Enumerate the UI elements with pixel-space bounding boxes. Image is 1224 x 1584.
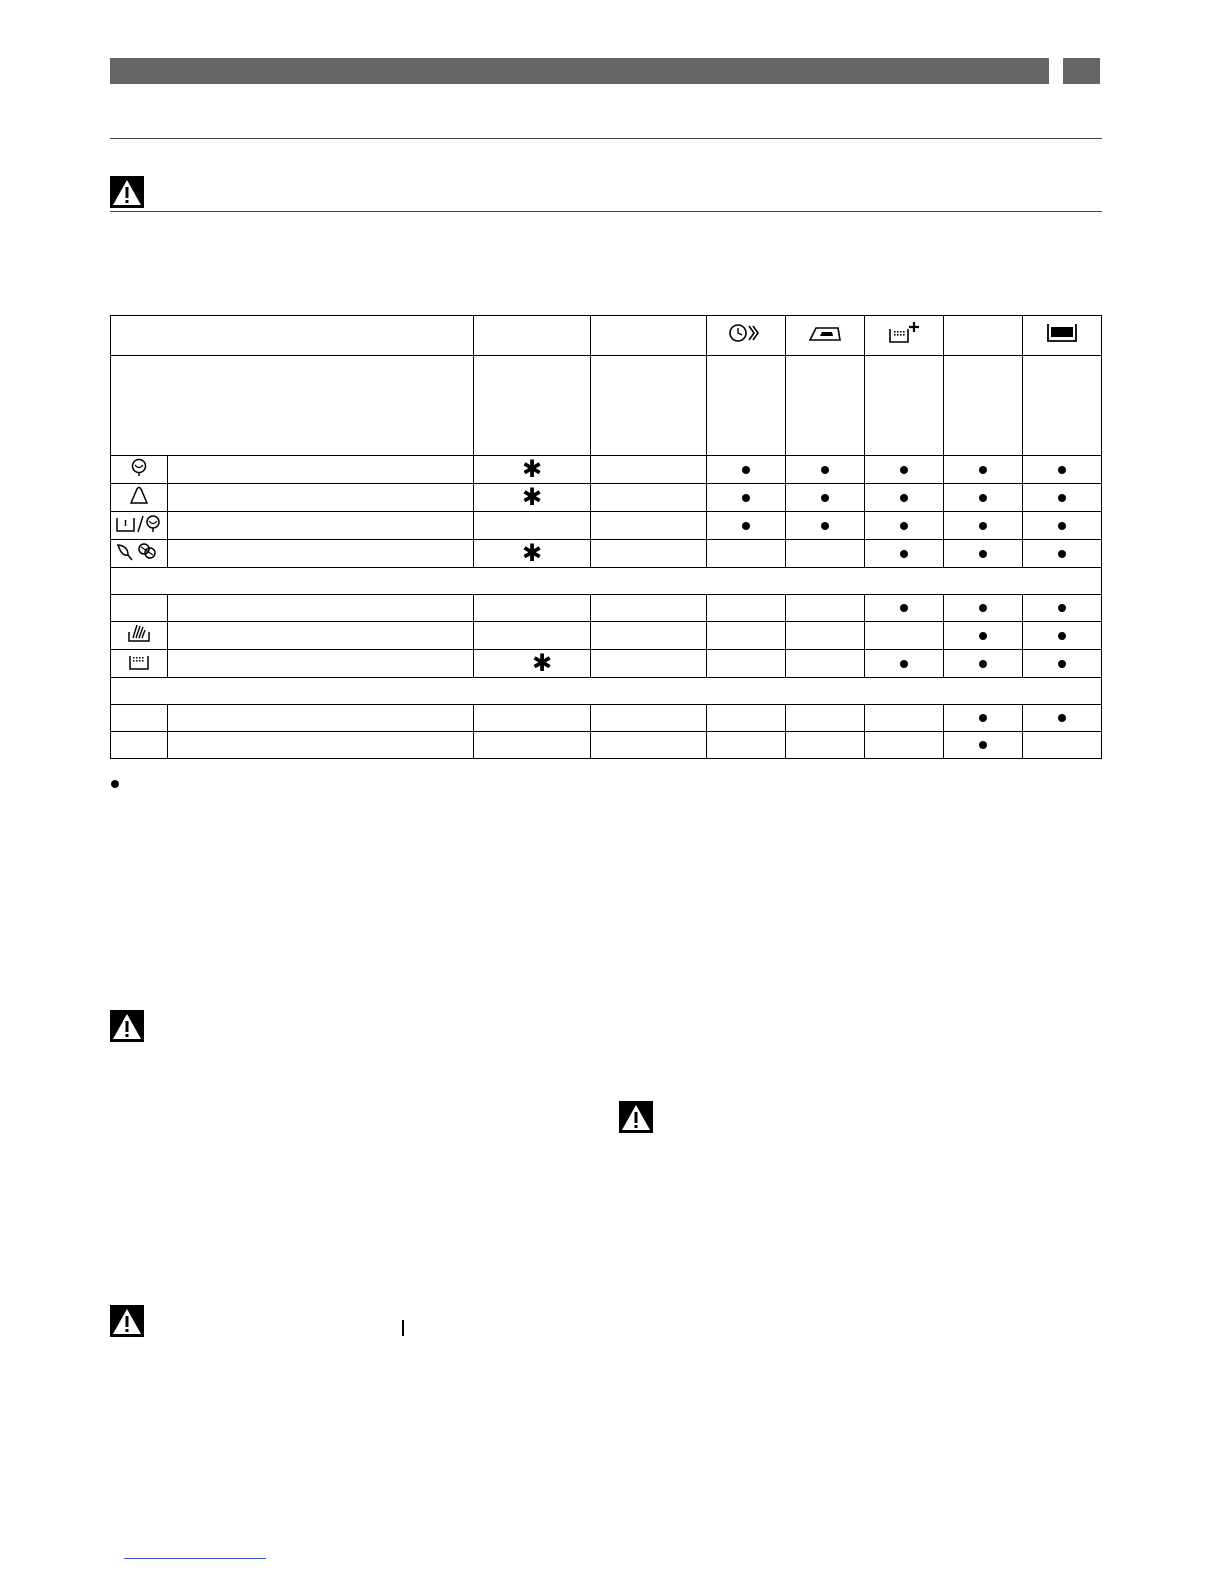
option-available-dot	[979, 632, 987, 640]
option-available-dot	[1058, 494, 1066, 502]
option-available-dot	[1058, 632, 1066, 640]
section-cell	[111, 678, 1102, 705]
program-name-cell	[168, 732, 474, 759]
program-name-cell	[168, 540, 474, 568]
option-cell	[707, 622, 786, 650]
program-icon-cell	[111, 705, 168, 732]
option-cell	[944, 540, 1023, 568]
subheader-cell	[591, 356, 707, 456]
star-mark: ✱	[531, 649, 553, 677]
option-cell	[1023, 732, 1102, 759]
subheader-cell	[1023, 356, 1102, 456]
option-cell	[786, 732, 865, 759]
temperature-cell	[474, 732, 591, 759]
option-cell	[865, 512, 944, 540]
footer-link-underline[interactable]	[124, 1558, 266, 1559]
option-cell	[786, 540, 865, 568]
option-available-dot	[900, 466, 908, 474]
option-cell	[786, 705, 865, 732]
option-available-dot	[900, 550, 908, 558]
option-cell	[865, 595, 944, 622]
synthetics-icon	[126, 493, 152, 510]
option-cell	[1023, 595, 1102, 622]
warning-triangle-icon	[619, 1101, 653, 1133]
load-cell	[591, 705, 707, 732]
option-cell	[1023, 622, 1102, 650]
option-cell	[707, 705, 786, 732]
option-available-dot	[900, 494, 908, 502]
option-available-dot	[821, 522, 829, 530]
option-available-dot	[979, 660, 987, 668]
option-cell	[865, 622, 944, 650]
header-cell-temperature	[474, 316, 591, 356]
option-cell	[786, 456, 865, 484]
handwash-wool-icon	[114, 521, 164, 538]
option-cell	[707, 540, 786, 568]
table-row	[111, 540, 1102, 568]
header-cell-extra-rinse	[865, 316, 944, 356]
option-cell	[865, 650, 944, 678]
subheader-cell	[865, 356, 944, 456]
load-cell	[591, 512, 707, 540]
easy-iron-icon	[807, 322, 843, 344]
program-name-cell	[168, 705, 474, 732]
program-icon-cell	[111, 456, 168, 484]
cotton-icon	[126, 465, 152, 482]
option-available-dot	[1058, 714, 1066, 722]
program-icon-cell	[111, 540, 168, 568]
program-options-table	[110, 315, 1102, 759]
temperature-cell	[474, 705, 591, 732]
subheader-cell	[786, 356, 865, 456]
section-rule	[110, 138, 1102, 139]
option-cell	[944, 705, 1023, 732]
option-available-dot	[979, 604, 987, 612]
header-bar	[110, 58, 1049, 84]
star-mark: ✱	[521, 539, 543, 567]
option-cell	[944, 512, 1023, 540]
header-cell-drain	[1023, 316, 1102, 356]
drain-tub-icon	[1044, 321, 1080, 345]
option-available-dot	[979, 714, 987, 722]
delicate-mix-icon	[114, 549, 164, 566]
option-available-dot	[1058, 604, 1066, 612]
option-cell	[944, 484, 1023, 512]
extra-rinse-icon	[886, 320, 922, 346]
option-cell	[944, 622, 1023, 650]
option-cell	[865, 456, 944, 484]
subheader-cell	[474, 356, 591, 456]
option-available-dot	[979, 494, 987, 502]
option-cell	[865, 484, 944, 512]
option-cell	[865, 540, 944, 568]
header-cell-easy-iron	[786, 316, 865, 356]
load-cell	[591, 732, 707, 759]
section-cell	[111, 568, 1102, 595]
table-section-row	[111, 678, 1102, 705]
warning-triangle-icon	[110, 1305, 144, 1337]
option-cell	[944, 732, 1023, 759]
warning-rule	[110, 211, 1102, 212]
temperature-cell	[474, 540, 591, 568]
option-cell	[1023, 650, 1102, 678]
temperature-cell	[474, 622, 591, 650]
option-cell	[707, 484, 786, 512]
program-icon-cell	[111, 512, 168, 540]
program-icon-cell	[111, 484, 168, 512]
option-available-dot	[1058, 550, 1066, 558]
legend-dot	[111, 780, 119, 788]
load-cell	[591, 650, 707, 678]
option-cell	[1023, 456, 1102, 484]
subheader-cell	[707, 356, 786, 456]
option-cell	[707, 456, 786, 484]
option-available-dot	[979, 466, 987, 474]
table-row	[111, 622, 1102, 650]
program-icon-cell	[111, 595, 168, 622]
star-mark: ✱	[521, 483, 543, 511]
header-cell-load	[591, 316, 707, 356]
temperature-cell	[474, 484, 591, 512]
table-row	[111, 650, 1102, 678]
option-available-dot	[979, 550, 987, 558]
option-available-dot	[900, 660, 908, 668]
text-marker	[402, 1320, 404, 1336]
option-cell	[865, 705, 944, 732]
option-available-dot	[821, 494, 829, 502]
option-cell	[786, 622, 865, 650]
table-row	[111, 595, 1102, 622]
option-cell	[786, 595, 865, 622]
load-cell	[591, 595, 707, 622]
option-cell	[944, 650, 1023, 678]
subheader-cell	[111, 356, 474, 456]
table-section-row	[111, 568, 1102, 595]
program-icon-cell	[111, 732, 168, 759]
table-subheader-row	[111, 356, 1102, 456]
option-cell	[707, 512, 786, 540]
table-row	[111, 456, 1102, 484]
program-name-cell	[168, 650, 474, 678]
option-available-dot	[900, 522, 908, 530]
program-icon-cell	[111, 650, 168, 678]
subheader-cell	[944, 356, 1023, 456]
header-cell-option-4	[944, 316, 1023, 356]
option-cell	[944, 456, 1023, 484]
option-cell	[707, 650, 786, 678]
option-available-dot	[1058, 522, 1066, 530]
page-number-box	[1063, 58, 1100, 84]
load-cell	[591, 484, 707, 512]
option-cell	[786, 512, 865, 540]
load-cell	[591, 456, 707, 484]
option-cell	[1023, 540, 1102, 568]
soak-icon	[125, 631, 153, 648]
header-cell-time-saving	[707, 316, 786, 356]
option-available-dot	[742, 466, 750, 474]
temperature-cell	[474, 595, 591, 622]
option-cell	[1023, 512, 1102, 540]
header-cell-program	[111, 316, 474, 356]
program-name-cell	[168, 595, 474, 622]
load-cell	[591, 540, 707, 568]
option-cell	[786, 650, 865, 678]
option-cell	[1023, 705, 1102, 732]
temperature-cell	[474, 650, 591, 678]
option-available-dot	[900, 604, 908, 612]
rinse-icon	[126, 659, 152, 676]
option-available-dot	[1058, 466, 1066, 474]
program-icon-cell	[111, 622, 168, 650]
table-header-row	[111, 316, 1102, 356]
time-saving-icon	[728, 321, 764, 345]
option-cell	[1023, 484, 1102, 512]
load-cell	[591, 622, 707, 650]
program-name-cell	[168, 512, 474, 540]
program-name-cell	[168, 456, 474, 484]
option-available-dot	[742, 494, 750, 502]
star-mark: ✱	[521, 455, 543, 483]
program-name-cell	[168, 622, 474, 650]
option-cell	[707, 595, 786, 622]
table-row	[111, 512, 1102, 540]
table-row	[111, 705, 1102, 732]
temperature-cell	[474, 512, 591, 540]
option-available-dot	[821, 466, 829, 474]
option-cell	[865, 732, 944, 759]
option-cell	[944, 595, 1023, 622]
warning-triangle-icon	[110, 1010, 144, 1042]
option-available-dot	[742, 522, 750, 530]
table-row	[111, 484, 1102, 512]
option-cell	[707, 732, 786, 759]
warning-triangle-icon	[110, 176, 144, 208]
program-name-cell	[168, 484, 474, 512]
temperature-cell	[474, 456, 591, 484]
option-available-dot	[1058, 660, 1066, 668]
option-cell	[786, 484, 865, 512]
option-available-dot	[979, 522, 987, 530]
option-available-dot	[979, 741, 987, 749]
table-row	[111, 732, 1102, 759]
